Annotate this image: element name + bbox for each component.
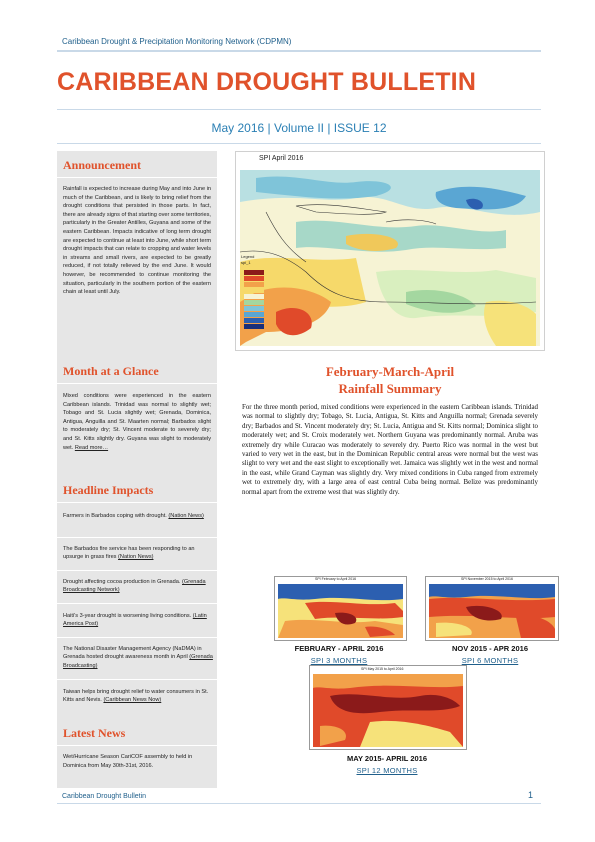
glance-body: Mixed conditions were experienced in the eastern Caribbean islands. Trinidad was normal to slightly wet; Tobago and St. Lucia slightly wet; Grenada, Dominica, Antigua, Anguilla and St. Maarten normal; Barbados slight to moderately dry; St. Vincent moderate to severely dry; and St. Kitts slightly dry. Guyana was slight to moderately wet. — [63, 393, 211, 451]
impacts-heading: Headline Impacts — [63, 483, 154, 497]
headline-source-link[interactable]: (Grenada Broadcasting Network) — [63, 579, 206, 594]
news-heading: Latest News — [63, 726, 126, 740]
network-name: Caribbean Drought & Precipitation Monitoring Network (CDPMN) — [62, 37, 292, 46]
announcement-heading: Announcement — [63, 158, 142, 172]
sidebar-divider — [57, 177, 217, 178]
sidebar-divider — [57, 603, 217, 604]
headline-source-link[interactable]: (Nation News) — [118, 554, 154, 561]
sidebar-divider — [57, 570, 217, 571]
page-number: 1 — [528, 790, 534, 800]
headline-text: The National Disaster Management Agency (NaDMA) in Grenada hosted drought awareness month in April — [63, 646, 202, 661]
mini-map-title: SPI November 2015 to April 2016 — [461, 577, 513, 581]
sidebar-divider — [57, 637, 217, 638]
bulletin-title: CARIBBEAN DROUGHT BULLETIN — [57, 68, 477, 96]
read-more-link[interactable]: Read more… — [74, 444, 109, 451]
sidebar-divider — [57, 383, 217, 384]
mini-map-title: SPI May 2015 to April 2016 — [361, 667, 404, 671]
headline-source-link[interactable]: (Nation News) — [168, 513, 204, 519]
map-caption-sub: SPI 3 MONTHS — [310, 656, 368, 665]
spi-april-map — [235, 151, 545, 351]
map-caption-sub: SPI 12 MONTHS — [356, 766, 418, 775]
footer-divider — [57, 803, 541, 804]
spi-map-graphic — [236, 152, 544, 350]
headline-item — [63, 512, 213, 520]
issue-divider — [57, 143, 541, 144]
headline-text: Taiwan helps bring drought relief to water consumers in St. Kitts and Nevis. — [63, 689, 209, 704]
headline-item — [63, 612, 213, 629]
spi-3-month-graphic — [275, 577, 406, 640]
mini-map-title: SPI February to April 2016 — [315, 577, 357, 581]
map-caption: MAY 2015- APRIL 2016 — [346, 754, 428, 763]
map-caption-sub: SPI 6 MONTHS — [461, 656, 519, 665]
summary-title-line1: February-March-April — [325, 364, 455, 379]
spi-map-title: SPI April 2016 — [259, 155, 304, 162]
headline-source-link[interactable]: (Grenada Broadcasting) — [63, 654, 213, 669]
headline-text: Drought affecting cocoa production in Grenada. — [63, 579, 181, 585]
spi-3-month-map — [274, 576, 407, 641]
headline-item — [63, 578, 213, 595]
map-caption: FEBRUARY - APRIL 2016 — [294, 644, 384, 653]
summary-title-line2: Rainfall Summary — [338, 381, 442, 396]
sidebar-divider — [57, 679, 217, 680]
sidebar-divider — [57, 502, 217, 503]
announcement-text: Rainfall is expected to increase during May and into June in much of the Caribbean, and is likely to bring relief from the drought conditions that persisted in those parts. In fact, there are already signs of that starting over some territories, particularly in the Greater Antilles, Guyana and some of the eastern Caribbean. Impacts indicative of long term drought are expected to continue at least into June, while short term drought impacts that can relate to cropping and water levels in streams and small rivers, are expected to be greatly reduced, if not totally relieved by the end June. It would however, be recommended to continue monitoring the situation, particularly in the southern portion of the eastern chain at least until July. — [63, 186, 212, 296]
header-divider — [57, 50, 541, 52]
issue-line: May 2016 | Volume II | ISSUE 12 — [211, 121, 387, 135]
map-caption: NOV 2015 - APR 2016 — [451, 644, 528, 653]
footer-title: Caribbean Drought Bulletin — [62, 793, 147, 800]
sidebar-divider — [57, 745, 217, 746]
news-text: Wet/Hurricane Season CariCOF assembly to held in Dominica from May 30th-31st, 2016. — [63, 754, 193, 769]
spi-12-month-graphic — [310, 666, 466, 749]
map-legend-sub: spi_1 — [241, 260, 251, 265]
headline-item — [63, 645, 213, 670]
sidebar-divider — [57, 537, 217, 538]
headline-item — [63, 688, 213, 705]
title-divider — [57, 109, 541, 110]
glance-heading: Month at a Glance — [63, 364, 159, 378]
spi-6-month-graphic — [426, 577, 558, 640]
headline-source-link[interactable]: (Caribbean News Now) — [103, 697, 162, 704]
spi-6-month-map — [425, 576, 559, 641]
summary-title — [240, 363, 540, 397]
map-legend-title: Legend — [241, 254, 255, 259]
headline-text: Haiti's 3-year drought is worsening living conditions. — [63, 613, 192, 619]
headline-text: Farmers in Barbados coping with drought. — [63, 513, 167, 519]
headline-item — [63, 545, 213, 562]
headline-source-link[interactable]: (Latin America Post) — [63, 613, 207, 628]
headline-text: The Barbados fire service has been responding to an upsurge in grass fires — [63, 546, 195, 561]
glance-text — [63, 392, 211, 452]
spi-12-month-map — [309, 665, 467, 750]
summary-body: For the three month period, mixed conditions were experienced in the eastern Caribbean islands. Trinidad was normal to slightly dry; Tobago, St. Lucia, Antigua, St. Kitts and Anguilla normal; Grenada severely dry; Barbados and St. Vincent moderately dry; St. Lucia, Antigua and St. Kitts normal; Dominica slight to moderately wet; and St. Croix moderately wet. Northern Guyana was predominantly normal. Aruba was extremely dry while Curacao was moderately to severely dry. Puerto Rico was normal in the west but varied to very wet in the east, but in the Dominican Republic central areas were normal but the west was slight to very wet and the east slight to exceptionally wet. Jamaica was slightly wet in the west and normal in the east, while Grand Cayman was slightly dry. Very mixed conditions in Cuba ranged from extremely wet to extremely dry, with a large area of east central Cuba being normal. Belize was predominantly normal apart from the extreme west that was slightly dry. — [242, 404, 538, 496]
